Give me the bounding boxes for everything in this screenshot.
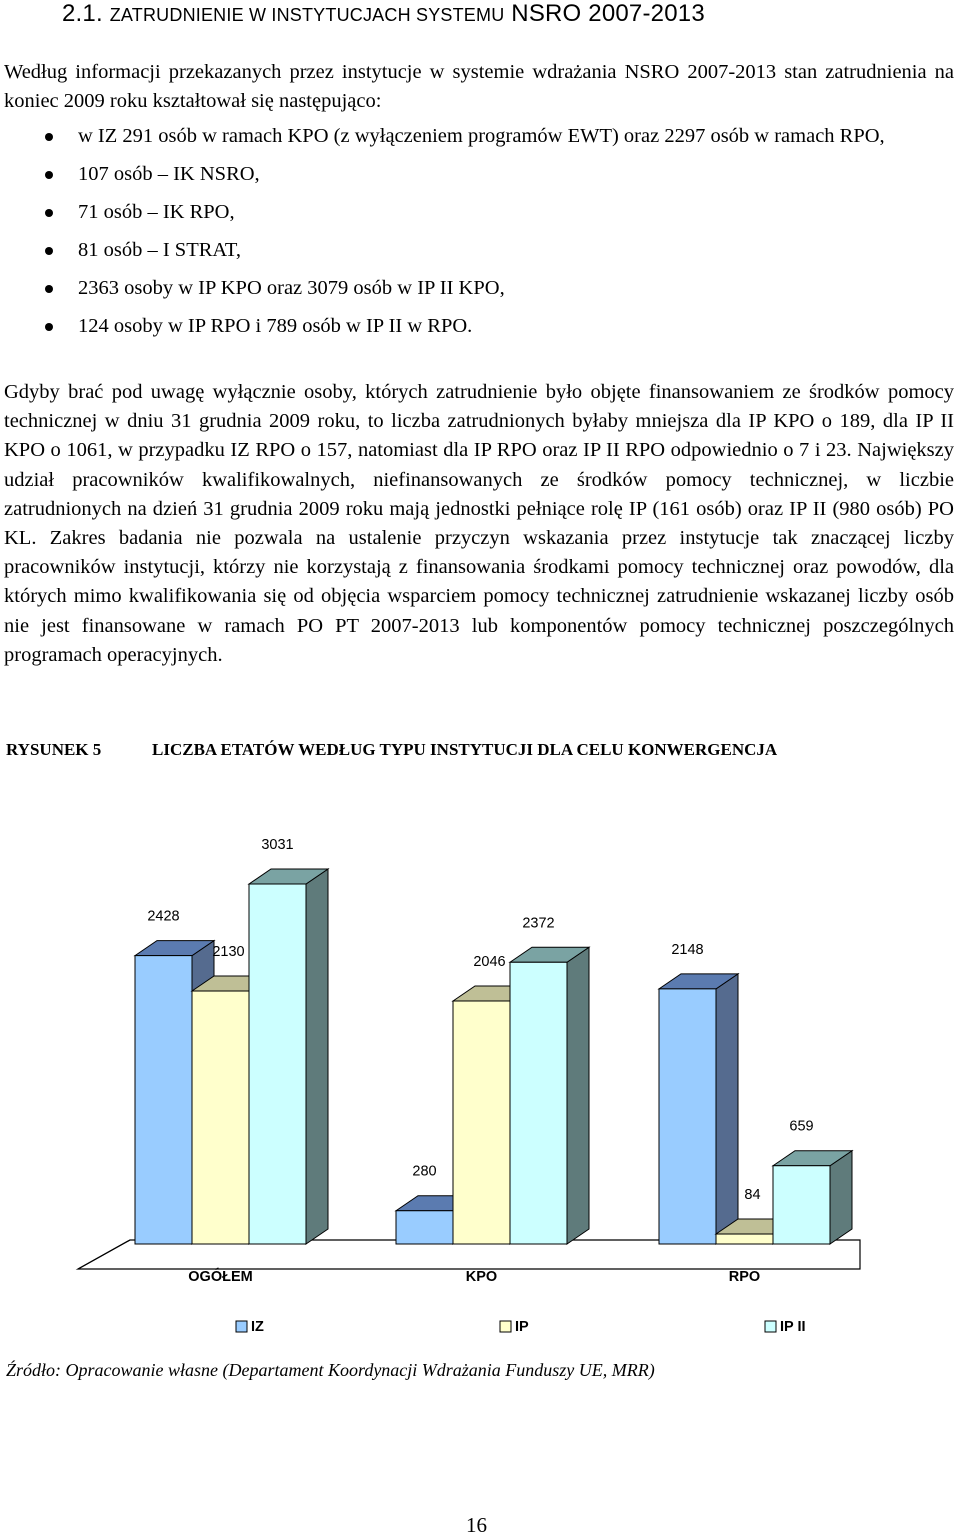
bar-ogółem-ip-ii: [249, 884, 306, 1244]
main-paragraph: Gdyby brać pod uwagę wyłącznie osoby, których zatrudnienie było objęte finansowaniem ze środków pomocy technicznej w dniu 31 grudnia 2009 roku, to liczba zatrudnionych byłaby mniejsza dla IP KPO o 189, dla IP II KPO o 1061, w przypadku IZ RPO o 157, natomiast dla IP RPO oraz IP II RPO odpowiednio o 7 i 23. Największy udział pracowników kwalifikowalnych, niefinansowanych ze środków pomocy technicznej, w liczbie zatrudnionych na dzień 31 grudnia 2009 roku mają jednostki pełniące rolę IP (161 osób) oraz IP II (980 osób) PO KL. Zakres badania nie pozwala na ustalenie przyczyn wskazania przez instytucje tak znaczącej liczby pracowników instytucji, którzy nie korzystają z finansowania środkami pomocy technicznej oraz powodów, dla których mimo kwalifikowania się od objęcia wsparciem pomocy technicznej zatrudnienie wskazanej liczby osób nie jest finansowane w ramach PO PT 2007-2013 lub komponentów pomocy technicznej poszczególnych programach operacyjnych.: [4, 381, 954, 666]
section-number: 2.1.: [62, 0, 103, 27]
legend-swatch-ip: [500, 1321, 511, 1332]
intro-paragraph: Według informacji przekazanych przez instytucje w systemie wdrażania NSRO 2007-2013 stan zatrudnienia na koniec 2009 roku kształtował się następująco:: [4, 61, 954, 113]
bar-ogółem-ip: [192, 991, 249, 1244]
legend-swatch-ip-ii: [765, 1321, 776, 1332]
bar-side-rpo-iz: [716, 974, 738, 1244]
bar-kpo-ip: [453, 1001, 510, 1244]
list-item: 107 osób – IK NSRO,: [0, 160, 956, 189]
data-label: 659: [789, 1118, 814, 1135]
legend-swatch-iz: [236, 1321, 247, 1332]
figure-caption: [6, 740, 777, 760]
data-label: 2372: [522, 915, 555, 932]
figure-label: RYSUNEK 5: [6, 740, 102, 759]
list-item: 71 osób – IK RPO,: [0, 198, 956, 227]
bar-side-kpo-ip-ii: [567, 947, 589, 1244]
category-labels: [188, 1267, 760, 1285]
figure-source: Źródło: Opracowanie własne (Departament Koordynacji Wdrażania Funduszy UE, MRR): [6, 1360, 655, 1380]
page-number: 16: [466, 1513, 487, 1537]
section-title: ZATRUDNIENIE W INSTYTUCJACH SYSTEMU: [109, 5, 505, 25]
data-label: 2148: [671, 941, 704, 958]
legend-label: IZ: [251, 1319, 264, 1335]
data-label: 3031: [261, 837, 294, 853]
bar-chart: [0, 770, 960, 1350]
chart-bars: [135, 837, 852, 1244]
legend-label: IP II: [780, 1319, 806, 1335]
data-label: 84: [744, 1187, 761, 1204]
bar-side-rpo-ip-ii: [830, 1151, 852, 1244]
bar-side-ogółem-ip-ii: [306, 869, 328, 1244]
list-item: w IZ 291 osób w ramach KPO (z wyłączeniem programów EWT) oraz 2297 osób w ramach RPO,: [0, 122, 956, 151]
category-label: OGÓŁEM: [188, 1269, 253, 1285]
bar-kpo-ip-ii: [510, 962, 567, 1244]
legend-label: IP: [515, 1319, 529, 1335]
data-label: 2428: [147, 908, 180, 925]
data-label: 2130: [212, 944, 245, 961]
bar-rpo-iz: [659, 989, 716, 1244]
category-label: KPO: [465, 1269, 498, 1285]
category-label: RPO: [728, 1269, 761, 1285]
list-item: 81 osób – I STRAT,: [0, 236, 956, 265]
data-label: 280: [412, 1163, 437, 1180]
bar-ogółem-iz: [135, 956, 192, 1244]
employment-list: [0, 122, 960, 350]
section-heading: [62, 0, 705, 28]
bar-rpo-ip: [716, 1234, 773, 1244]
section-title-acronym: NSRO 2007-2013: [511, 0, 705, 27]
figure-title: LICZBA ETATÓW WEDŁUG TYPU INSTYTUCJI DLA CELU KONWERGENCJA: [152, 740, 778, 759]
list-item: 2363 osoby w IP KPO oraz 3079 osób w IP II KPO,: [0, 274, 956, 303]
data-label: 2046: [473, 953, 506, 970]
bar-rpo-ip-ii: [773, 1166, 830, 1244]
chart-legend: [236, 1319, 806, 1335]
list-item: 124 osoby w IP RPO i 789 osób w IP II w RPO.: [0, 312, 956, 341]
bar-kpo-iz: [396, 1211, 453, 1244]
